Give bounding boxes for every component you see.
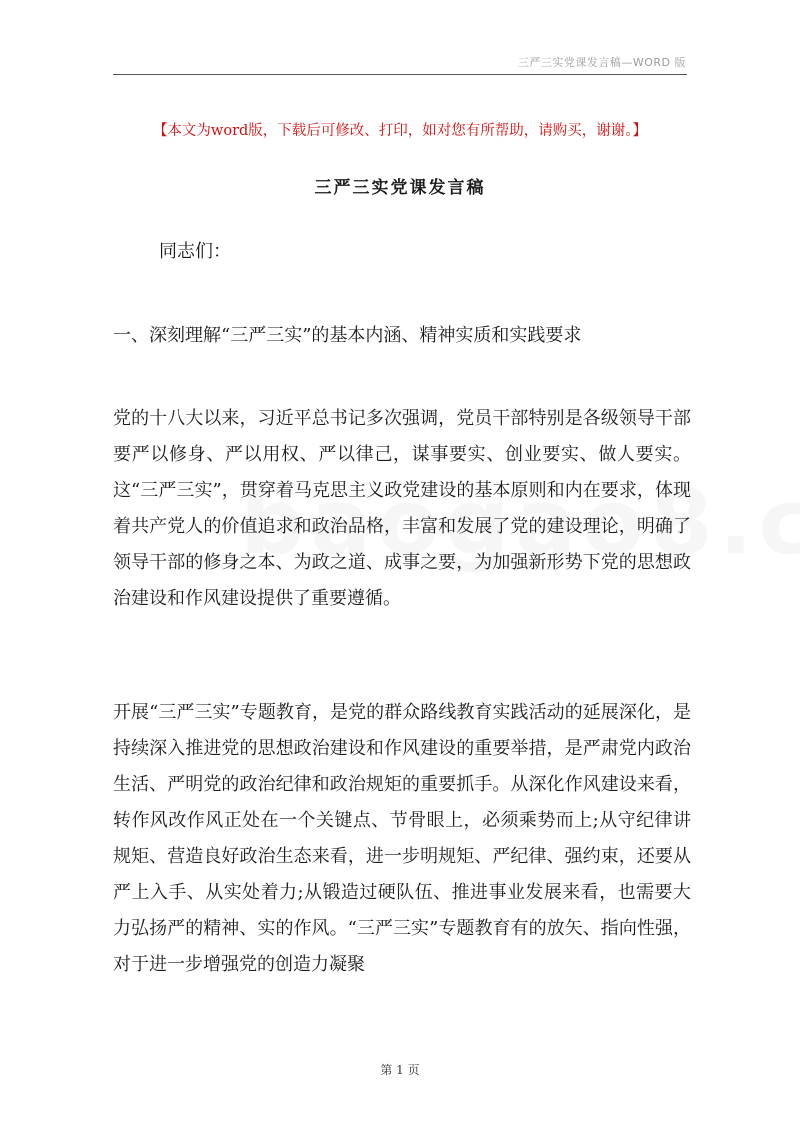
- purchase-notice: 【本文为word版，下载后可修改、打印，如对您有所帮助，请购买，谢谢。】: [152, 123, 648, 139]
- document-title: 三严三实党课发言稿: [314, 178, 486, 198]
- header-divider: [113, 74, 687, 75]
- greeting: 同志们：: [159, 241, 231, 262]
- body-paragraph: 开展“三严三实”专题教育，是党的群众路线教育实践活动的延展深化，是持续深入推进党的思想政治建设和作风建设的重要举措，是严肃党内政治生活、严明党的政治纪律和政治规矩的重要抓手。从深化作风建设来看，转作风改作风正处在一个关键点、节骨眼上，必须乘势而上;从守纪律讲规矩、营造良好政治生态来看，进一步明规矩、严纪律、强约束，还要从严上入手、从实处着力;从锻造过硬队伍、推进事业发展来看，也需要大力弘扬严的精神、实的作风。“三严三实”专题教育有的放矢、指向性强，对于进一步增强党的创造力凝聚: [113, 702, 691, 975]
- body-paragraph: 党的十八大以来，习近平总书记多次强调，党员干部特别是各级领导干部要严以修身、严以用权、严以律己，谋事要实、创业要实、做人要实。这“三严三实”，贯穿着马克思主义政党建设的基本原则和内在要求，体现着共产党人的价值追求和政治品格，丰富和发展了党的建设理论，明确了领导干部的修身之本、为政之道、成事之要，为加强新形势下党的思想政治建设和作风建设提供了重要遵循。: [113, 408, 691, 609]
- section-heading: 一、深刻理解“三严三实”的基本内涵、精神实质和实践要求: [113, 325, 582, 346]
- running-header: 三严三实党课发言稿—WORD 版: [517, 56, 686, 69]
- page-number: 第 1 页: [380, 1063, 420, 1077]
